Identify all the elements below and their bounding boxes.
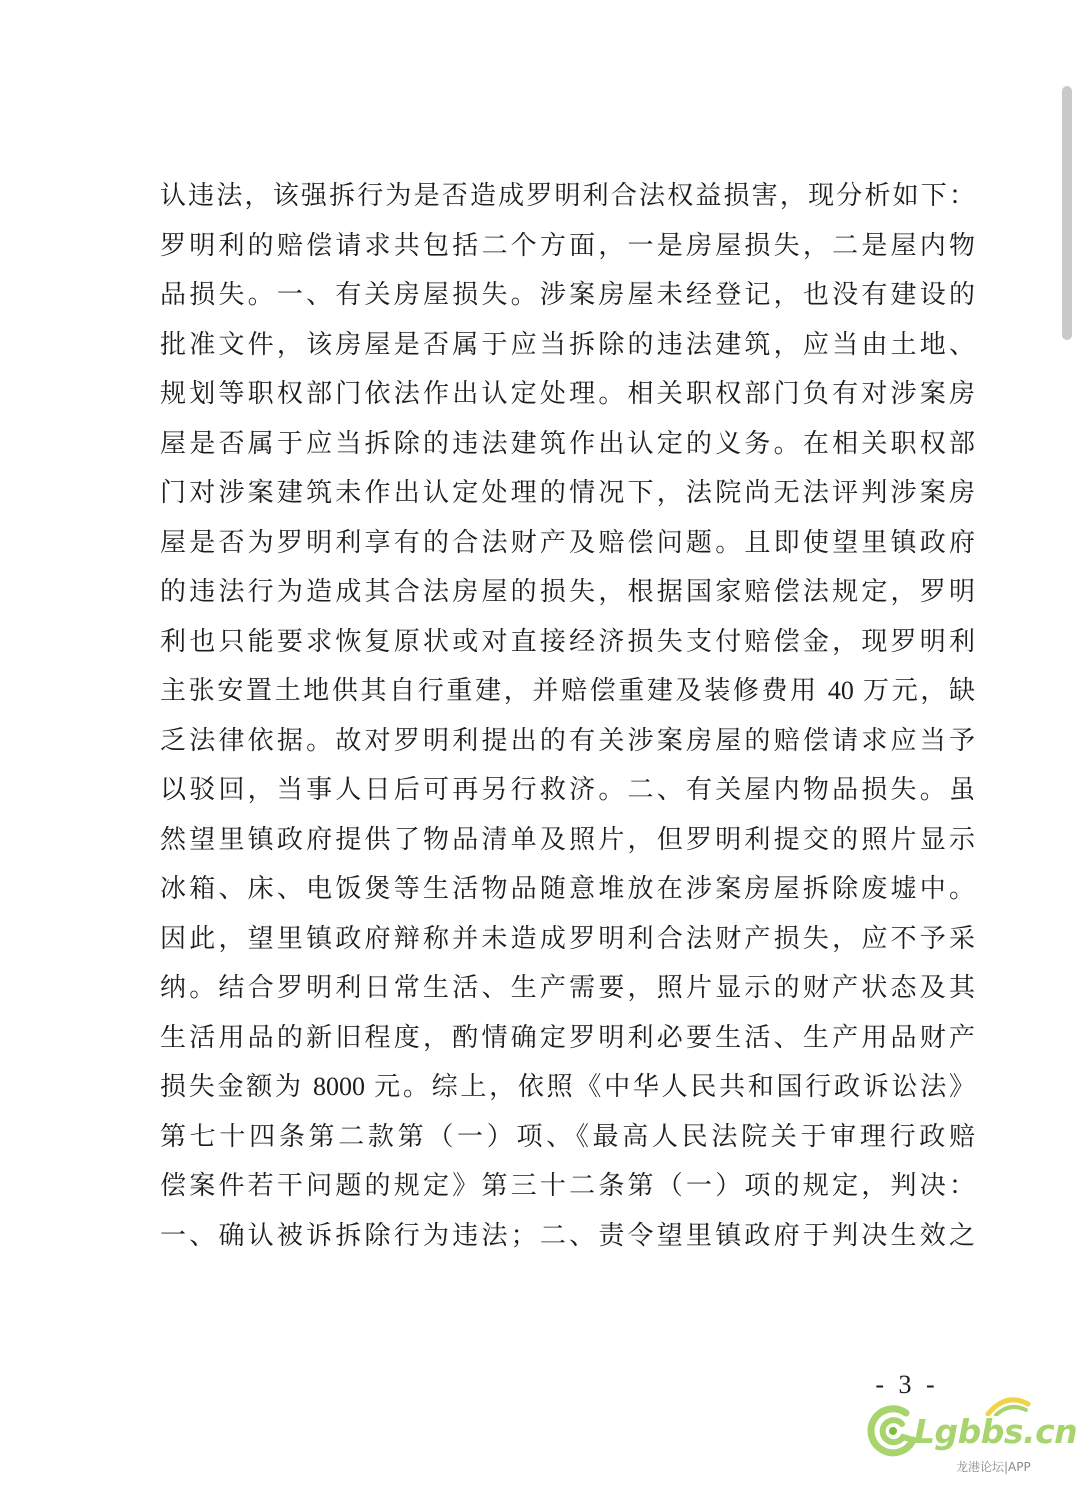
text-line: 一、确认被诉拆除行为违法；二、责令望里镇政府于判决生效之	[160, 1220, 975, 1250]
text-line: 门对涉案建筑未作出认定处理的情况下，法院尚无法评判涉案房	[160, 478, 975, 507]
page-number: - 3 -	[875, 1370, 939, 1399]
text-line: 利也只能要求恢复原状或对直接经济损失支付赔偿金，现罗明利	[160, 626, 975, 656]
text-line: 生活用品的新旧程度，酌情确定罗明利必要生活、生产用品财产	[160, 1022, 975, 1052]
text-line: 冰箱、床、电饭煲等生活物品随意堆放在涉案房屋拆除废墟中。	[160, 874, 975, 903]
text-line: 屋是否属于应当拆除的违法建筑作出认定的义务。在相关职权部	[160, 428, 975, 458]
text-line: 因此，望里镇政府辩称并未造成罗明利合法财产损失，应不予采	[160, 923, 975, 953]
text-line: 第七十四条第二款第（一）项、《最高人民法院关于审理行政赔	[160, 1121, 975, 1151]
text-line: 的违法行为造成其合法房屋的损失，根据国家赔偿法规定，罗明	[160, 577, 975, 606]
vertical-scrollbar[interactable]	[1062, 86, 1072, 340]
text-line: 纳。结合罗明利日常生活、生产需要，照片显示的财产状态及其	[160, 973, 975, 1002]
text-line: 损失金额为 8000 元。综上，依照《中华人民共和国行政诉讼法》	[160, 1072, 975, 1101]
text-line: 认违法，该强拆行为是否造成罗明利合法权益损害，现分析如下：	[160, 181, 975, 210]
swirl-logo-icon	[866, 1404, 920, 1458]
text-line: 批准文件，该房屋是否属于应当拆除的违法建筑，应当由土地、	[160, 329, 975, 359]
text-line: 屋是否为罗明利享有的合法财产及赔偿问题。且即使望里镇政府	[160, 527, 975, 557]
text-line: 主张安置土地供其自行重建，并赔偿重建及装修费用 40 万元，缺	[160, 676, 975, 705]
text-line: 规划等职权部门依法作出认定处理。相关职权部门负有对涉案房	[160, 379, 975, 408]
logo-brand-text: Lgbbs.cn	[914, 1412, 1078, 1451]
text-line: 罗明利的赔偿请求共包括二个方面，一是房屋损失，二是屋内物	[160, 230, 975, 260]
text-line: 偿案件若干问题的规定》第三十二条第（一）项的规定，判决：	[160, 1171, 975, 1200]
watermark-logo	[866, 1394, 1078, 1484]
text-line: 以驳回，当事人日后可再另行救济。二、有关屋内物品损失。虽	[160, 775, 975, 804]
logo-caption: 龙港论坛|APP	[956, 1460, 1031, 1474]
text-line: 乏法律依据。故对罗明利提出的有关涉案房屋的赔偿请求应当予	[160, 725, 975, 755]
text-line: 然望里镇政府提供了物品清单及照片，但罗明利提交的照片显示	[160, 824, 975, 854]
text-line: 品损失。一、有关房屋损失。涉案房屋未经登记，也没有建设的	[160, 280, 975, 309]
document-body	[160, 171, 975, 1260]
